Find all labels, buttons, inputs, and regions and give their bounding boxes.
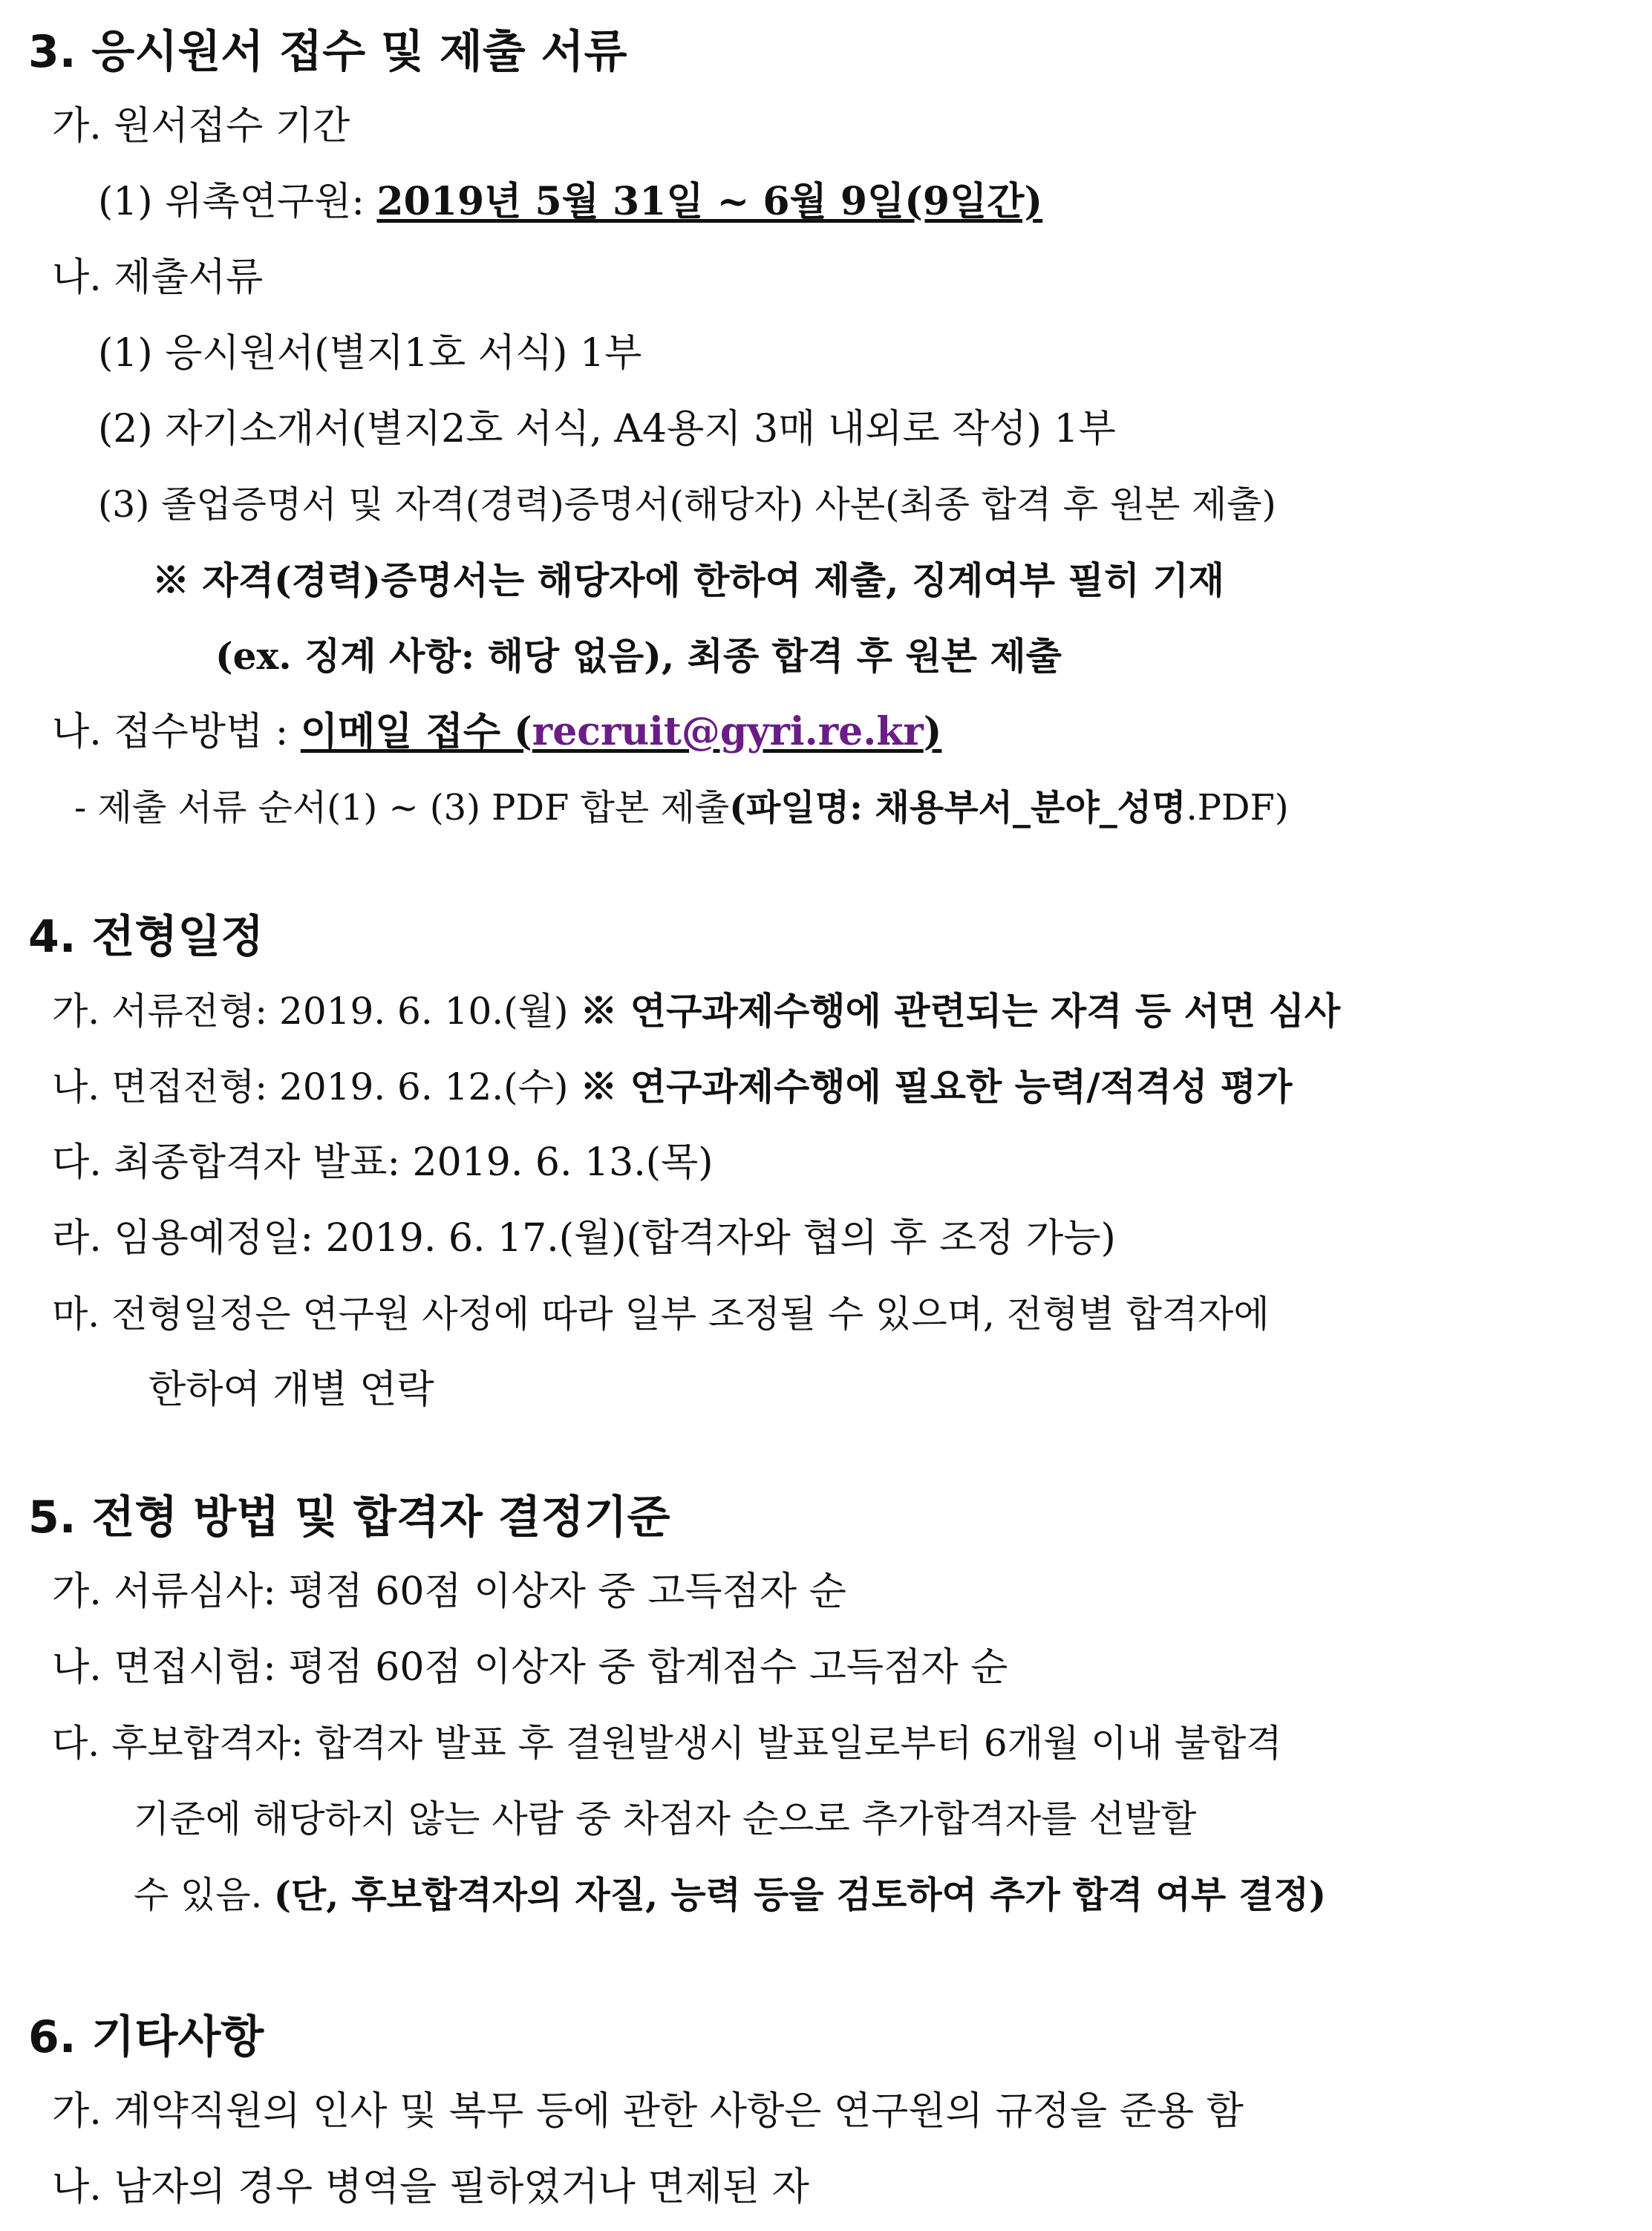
section5-a: 가. 서류심사: 평점 60점 이상자 중 고득점자 순: [52, 1569, 846, 1614]
section3-c-method-label: 이메일 접수 (: [300, 709, 532, 754]
section4-a-plain: 가. 서류전형: 2019. 6. 10.(월): [52, 990, 581, 1033]
section4-title: 4. 전형일정: [28, 911, 264, 963]
section3-b1: (1) 응시원서(별지1호 서식) 1부: [98, 331, 642, 376]
section3-a-label: 가. 원서접수 기간: [52, 104, 350, 148]
section4-c: 다. 최종합격자 발표: 2019. 6. 13.(목): [52, 1140, 714, 1185]
section5-title: 5. 전형 방법 및 합격자 결정기준: [28, 1492, 670, 1544]
section4-b: [52, 1060, 1292, 1114]
section4-a: [52, 984, 1340, 1038]
section4-e-line1: 마. 전형일정은 연구원 사정에 따라 일부 조정될 수 있으며, 전형별 합격자에: [52, 1293, 1270, 1336]
section4-e-line2: 한하여 개별 연락: [148, 1368, 434, 1412]
section3-c-close: ): [923, 709, 942, 754]
section6-a: 가. 계약직원의 인사 및 복무 등에 관한 사항은 연구원의 규정을 준용 함: [52, 2089, 1244, 2134]
section6-title: 6. 기타사항: [28, 2011, 264, 2063]
section3-c-detail-plain: - 제출 서류 순서(1) ~ (3) PDF 합본 제출: [74, 787, 730, 829]
section5-c-line3: [134, 1868, 1326, 1922]
section5-c-line2: 기준에 해당하지 않는 사람 중 차점자 순으로 추가합격자를 선발할: [134, 1797, 1197, 1840]
section3-c-prefix: 나. 접수방법 :: [52, 710, 301, 754]
section5-c-line1: 다. 후보합격자: 합격자 발표 후 결원발생시 발표일로부터 6개월 이내 불합격: [52, 1722, 1282, 1765]
section3-a1-period: 2019년 5월 31일 ~ 6월 9일(9일간): [376, 179, 1043, 224]
section5-b: 나. 면접시험: 평점 60점 이상자 중 합계점수 고득점자 순: [52, 1645, 1008, 1690]
section3-title: 3. 응시원서 접수 및 제출 서류: [28, 26, 627, 78]
section4-b-plain: 나. 면접전형: 2019. 6. 12.(수): [52, 1065, 581, 1108]
section3-c-detail-end: .PDF): [1186, 787, 1289, 829]
section3-c: [52, 705, 941, 759]
section3-c-detail: [74, 781, 1289, 834]
section4-b-note: ※ 연구과제수행에 필요한 능력/적격성 평가: [580, 1065, 1293, 1108]
section5-c-line3-note: (단, 후보합격자의 자질, 능력 등을 검토하여 추가 합격 여부 결정): [273, 1873, 1327, 1916]
section3-b-label: 나. 제출서류: [52, 255, 264, 300]
section3-b3: (3) 졸업증명서 및 자격(경력)증명서(해당자) 사본(최종 합격 후 원본 제출): [98, 483, 1276, 526]
email-link[interactable]: recruit@gyri.re.kr: [532, 709, 924, 754]
section4-a-note: ※ 연구과제수행에 관련되는 자격 등 서면 심사: [580, 989, 1341, 1033]
section3-a1-prefix: (1) 위촉연구원:: [98, 180, 377, 224]
section5-c-line3-plain: 수 있음.: [134, 1874, 274, 1916]
section3-note-line1: ※ 자격(경력)증명서는 해당자에 한하여 제출, 징계여부 필히 기재: [152, 558, 1225, 602]
section3-note-line2: (ex. 징계 사항: 해당 없음), 최종 합격 후 원본 제출: [215, 634, 1062, 678]
section4-d: 라. 임용예정일: 2019. 6. 17.(월)(합격자와 협의 후 조정 가능): [52, 1216, 1116, 1261]
section3-b2: (2) 자기소개서(별지2호 서식, A4용지 3매 내외로 작성) 1부: [98, 407, 1116, 451]
section6-b: 나. 남자의 경우 병역을 필하였거나 면제된 자: [52, 2165, 809, 2209]
section3-a1: [98, 175, 1042, 229]
section3-c-detail-bold: (파일명: 채용부서_분야_성명: [729, 787, 1186, 829]
section3-c-method: [301, 709, 942, 754]
